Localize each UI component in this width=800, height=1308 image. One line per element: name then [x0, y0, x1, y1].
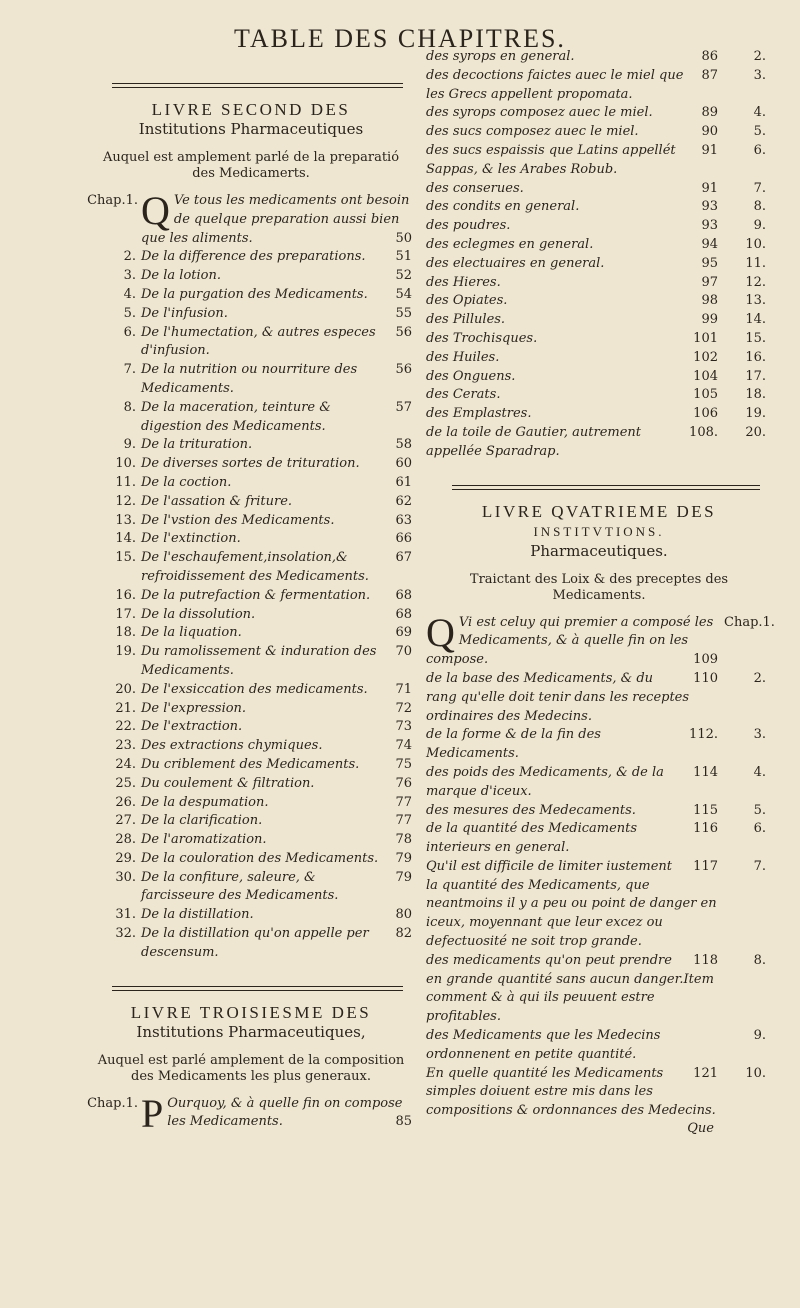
ornamental-rule — [86, 983, 416, 993]
chapter-title: des electuaires en general. — [426, 255, 605, 271]
chapter-title: des eclegmes en general. — [426, 236, 594, 252]
page-header: TABLE DES CHAPITRES. — [234, 24, 566, 53]
chapter-page: 114 — [693, 764, 718, 780]
chapter-entry — [424, 368, 774, 387]
chapter-number: 20. — [115, 681, 136, 697]
chapter-entry — [86, 286, 416, 305]
chapter-entry — [424, 311, 774, 330]
chapter-title: De la liquation. — [141, 625, 242, 641]
chapter-entry — [86, 643, 416, 681]
chapter-page: 73 — [395, 719, 412, 735]
chapter-entry — [424, 67, 774, 105]
chapter-number: 29. — [115, 850, 136, 866]
chapter-page: 71 — [395, 681, 412, 697]
chapter-title: De l'vstion des Medicaments. — [141, 512, 335, 528]
chapter-entry — [424, 142, 774, 180]
chapter-number: 30. — [115, 869, 136, 885]
chapter-number: 6. — [753, 821, 766, 837]
chapter-number: 19. — [115, 644, 136, 660]
chapter-number: 8. — [753, 952, 766, 968]
chapter-entry — [86, 530, 416, 549]
chapter-page: 58 — [395, 437, 412, 453]
chapter-title: des Onguens. — [426, 368, 516, 384]
chapter-page: 63 — [395, 512, 412, 528]
chapter-page: 93 — [701, 218, 718, 234]
chapter-number: 2. — [123, 249, 136, 265]
chapter-entry — [424, 424, 774, 462]
chapter-number: 3. — [123, 268, 136, 284]
chapter-page: 95 — [701, 255, 718, 271]
chapter-page: 77 — [395, 813, 412, 829]
chapter-page: 78 — [395, 832, 412, 848]
chapter-number: 17. — [745, 368, 766, 384]
chapter-title: De la distillation. — [141, 907, 254, 923]
chapter-page: 118 — [693, 952, 718, 968]
chapter-title: de la forme & de la fin des Medicaments. — [426, 727, 601, 762]
chapter-page: 79 — [395, 869, 412, 885]
chapter-entry — [86, 850, 416, 869]
chapter-title: des Opiates. — [426, 293, 508, 309]
chapter-number: 7. — [753, 858, 766, 874]
chapter-title: des Pillules. — [426, 312, 506, 328]
chapter-title: De l'extinction. — [141, 531, 241, 547]
chapter-number: 21. — [115, 700, 136, 716]
chapter-entry — [424, 123, 774, 142]
chapter-number: 10. — [115, 456, 136, 472]
chapter-page: 66 — [395, 531, 412, 547]
chapter-entry — [86, 549, 416, 587]
chapter-number: 5. — [753, 124, 766, 140]
chapter-page: 108. — [689, 424, 718, 440]
chapter-entry — [424, 330, 774, 349]
chapter-entry — [424, 1027, 774, 1065]
chapter-title: des conserues. — [426, 180, 524, 196]
chapter-entry — [424, 274, 774, 293]
chapter-entry — [86, 869, 416, 907]
chapter-page: 90 — [701, 124, 718, 140]
chapter-page: 102 — [693, 349, 718, 365]
chapter-title: des Huiles. — [426, 349, 500, 365]
chapter-title: des poids des Medicaments, & de la marque d'iceux. — [426, 764, 664, 799]
chapter-title: Du ramolissement & induration des Medicaments. — [141, 644, 377, 678]
chapter-entry — [86, 436, 416, 455]
chapter-page: 50 — [395, 230, 412, 246]
chapter-title: De la despumation. — [141, 794, 269, 810]
chapter-number: 32. — [115, 926, 136, 942]
book2-subtitle: Institutions Pharmaceutiques — [138, 120, 364, 138]
chapter-entry — [424, 292, 774, 311]
chapter-number: 23. — [115, 738, 136, 754]
ornamental-rule — [86, 80, 416, 90]
chapter-number: 8. — [123, 399, 136, 415]
chapter-number: 9. — [753, 1028, 766, 1044]
chapter-number: 16. — [115, 587, 136, 603]
left-column — [86, 72, 416, 1136]
chapter-page: 60 — [395, 456, 412, 472]
chapter-title: En quelle quantité les Medicaments simples doiuent estre mis dans les compositions & ordonnances des Medecins. — [426, 1065, 716, 1119]
chapter-title: De la dissolution. — [141, 606, 256, 622]
chapter-label: Chap.1. — [87, 193, 138, 208]
chapter-page: 106 — [693, 406, 718, 422]
chapter-title: De diverses sortes de trituration. — [141, 456, 360, 472]
chapter-entry — [86, 324, 416, 362]
chapter-title: De l'infusion. — [141, 305, 228, 321]
chapter-title: De la distillation qu'on appelle per descensum. — [141, 926, 369, 960]
chapter-title: des Emplastres. — [426, 406, 532, 422]
chapter-title: De la putrefaction & fermentation. — [141, 587, 371, 603]
chapter-number: 25. — [115, 775, 136, 791]
drop-cap: Q — [426, 609, 455, 655]
chapter-number: 15. — [115, 550, 136, 566]
chapter-title: des Cerats. — [426, 387, 501, 403]
chapter-title: Ourquoy, & à quelle fin on compose les Medicaments. — [167, 1095, 403, 1130]
chapter-entry — [424, 180, 774, 199]
chapter-number: 11. — [745, 255, 766, 271]
right-column — [424, 48, 774, 1136]
chapter-number: 27. — [115, 813, 136, 829]
chapter-title: de la base des Medicaments, & du rang qu'elle doit tenir dans les receptes ordinaires des Medecins. — [426, 670, 690, 724]
book3-chapter-list — [424, 48, 774, 462]
chapter-page: 86 — [701, 49, 718, 64]
chapter-page: 117 — [693, 858, 718, 874]
chapter-page: 68 — [395, 606, 412, 622]
chapter-title: des Trochisques. — [426, 330, 538, 346]
chapter-page: 93 — [701, 199, 718, 215]
chapter-entry — [424, 217, 774, 236]
chapter-number: 18. — [745, 387, 766, 403]
chapter-entry — [424, 104, 774, 123]
drop-cap: P — [141, 1090, 164, 1136]
chapter-number: 7. — [123, 362, 136, 378]
chapter-title: des medicaments qu'on peut prendre en grande quantité sans aucun danger.Item comment & à qui ils peuuent estre profitables. — [426, 952, 714, 1025]
chapter-number: 9. — [123, 437, 136, 453]
chapter-number: 17. — [115, 606, 136, 622]
chapter-page: 69 — [395, 625, 412, 641]
chapter-page: 89 — [701, 105, 718, 121]
catchword: Que — [687, 1121, 714, 1137]
ornamental-rule — [424, 482, 774, 492]
chapter-title: De l'assation & friture. — [141, 493, 293, 509]
chapter-title: de la quantité des Medicaments interieurs en general. — [426, 821, 638, 856]
chapter-page: 56 — [395, 324, 412, 340]
chapter-entry — [86, 455, 416, 474]
chapter-page: 91 — [701, 180, 718, 196]
chapter-number: 2. — [753, 49, 766, 64]
chapter-page: 72 — [395, 700, 412, 716]
chapter-number: 12. — [115, 493, 136, 509]
chapter-number: 14. — [745, 312, 766, 328]
chapter-number: 3. — [753, 67, 766, 83]
chapter-title: De la purgation des Medicaments. — [141, 286, 368, 302]
chapter-page: 52 — [395, 268, 412, 284]
chapter-number: 10. — [745, 236, 766, 252]
chapter-title: De l'extraction. — [141, 719, 243, 735]
chapter-page: 75 — [395, 756, 412, 772]
chapter-page: 68 — [395, 587, 412, 603]
chapter-page: 109 — [693, 652, 718, 668]
chapter-page: 116 — [693, 821, 718, 837]
chapter-entry — [424, 48, 774, 67]
chapter-number: 24. — [115, 756, 136, 772]
drop-cap: Q — [141, 188, 170, 233]
chapter-page: 76 — [395, 775, 412, 791]
chapter-title: des Hieres. — [426, 274, 501, 290]
chapter-number: 6. — [123, 324, 136, 340]
chapter-number: 11. — [115, 474, 136, 490]
chapter-entry — [424, 349, 774, 368]
chapter-entry — [424, 386, 774, 405]
chapter-title: De la coction. — [141, 474, 232, 490]
chapter-page: 85 — [395, 1114, 412, 1130]
chapter-page: 94 — [701, 236, 718, 252]
chapter-entry — [86, 248, 416, 267]
chapter-page: 105 — [693, 387, 718, 403]
chapter-entry — [86, 361, 416, 399]
book2-chapter-list — [86, 248, 416, 962]
chapter-title: des Medicaments que les Medecins ordonnenent en petite quantité. — [426, 1028, 661, 1062]
chapter-label: Chap.1. — [724, 614, 775, 630]
chapter-number: 31. — [115, 907, 136, 923]
chapter-entry — [86, 681, 416, 700]
chapter-page: 97 — [701, 274, 718, 290]
chapter-entry — [86, 399, 416, 437]
chapter-entry — [86, 305, 416, 324]
chapter-entry — [424, 820, 774, 858]
chapter-entry — [424, 764, 774, 802]
chapter-entry — [424, 236, 774, 255]
chapter-number: 5. — [123, 305, 136, 321]
chapter-title: Ve tous les medicaments ont besoin de quelque preparation aussi bien que les aliments. — [141, 193, 410, 246]
chapter-entry — [424, 670, 774, 726]
book4-title: LIVRE QVATRIEME DES — [481, 501, 717, 521]
chapter-entry — [86, 474, 416, 493]
chapter-page: 110 — [693, 670, 718, 686]
chapter-entry — [424, 255, 774, 274]
chapter-title: des sucs espaissis que Latins appellét Sappas, & les Arabes Robub. — [426, 142, 676, 177]
chapter-entry — [86, 812, 416, 831]
chapter-number: 7. — [753, 180, 766, 196]
chapter-title: De l'exsiccation des medicaments. — [141, 681, 368, 697]
chapter-number: 10. — [745, 1065, 766, 1081]
chapter-number: 4. — [753, 764, 766, 780]
chapter-page: 82 — [395, 926, 412, 942]
chapter-entry — [86, 775, 416, 794]
chapter-entry — [86, 267, 416, 286]
chapter-entry — [86, 756, 416, 775]
chapter-page: 115 — [693, 802, 718, 818]
book4-subtitle: Pharmaceutiques. — [530, 541, 668, 560]
book3-chapter-1 — [86, 1090, 416, 1136]
chapter-title: des sucs composez auec le miel. — [426, 124, 639, 140]
chapter-entry — [86, 512, 416, 531]
chapter-number: 18. — [115, 625, 136, 641]
chapter-page: 104 — [693, 368, 718, 384]
chapter-title: De l'expression. — [141, 700, 247, 716]
chapter-entry — [424, 198, 774, 217]
chapter-number: 20. — [745, 424, 766, 440]
chapter-number: 22. — [115, 719, 136, 735]
chapter-number: 3. — [753, 727, 766, 743]
chapter-entry — [86, 925, 416, 963]
chapter-entry — [86, 493, 416, 512]
chapter-page: 98 — [701, 293, 718, 309]
chapter-entry — [86, 794, 416, 813]
chapter-page: 91 — [701, 142, 718, 158]
chapter-title: Du criblement des Medicaments. — [141, 756, 360, 772]
chapter-title: De la maceration, teinture & digestion des Medicaments. — [141, 399, 331, 434]
chapter-number: 16. — [745, 349, 766, 365]
chapter-entry — [424, 726, 774, 764]
chapter-number: 15. — [745, 330, 766, 346]
chapter-entry — [424, 952, 774, 1027]
chapter-entry — [86, 624, 416, 643]
chapter-title: Vi est celuy qui premier a composé les Medicaments, & à quelle fin on les compose. — [426, 614, 714, 668]
chapter-page: 56 — [395, 362, 412, 378]
book2-chapter-1 — [86, 188, 416, 248]
chapter-number: 5. — [753, 802, 766, 818]
chapter-page: 80 — [395, 907, 412, 923]
chapter-page: 99 — [701, 312, 718, 328]
chapter-page: 101 — [693, 330, 718, 346]
chapter-title: De la couloration des Medicaments. — [141, 850, 379, 866]
chapter-title: De la lotion. — [141, 268, 221, 284]
chapter-number: 9. — [753, 218, 766, 234]
chapter-number: 8. — [753, 199, 766, 215]
book4-chapter-list — [424, 670, 774, 1121]
chapter-page: 61 — [395, 474, 412, 490]
chapter-title: De la confiture, saleure, & farcisseure des Medicaments. — [141, 869, 339, 904]
chapter-entry — [86, 906, 416, 925]
chapter-page: 51 — [395, 249, 412, 265]
chapter-page: 62 — [395, 493, 412, 509]
chapter-entry — [86, 718, 416, 737]
chapter-title: De la nutrition ou nourriture des Medicaments. — [141, 362, 358, 396]
chapter-number: 19. — [745, 406, 766, 422]
chapter-number: 12. — [745, 274, 766, 290]
chapter-entry — [86, 587, 416, 606]
book2-description: Auquel est amplement parlé de la preparatió des Medicamerts. — [102, 150, 400, 181]
book4-chapter-1 — [424, 609, 775, 670]
chapter-title: De la clarification. — [141, 813, 263, 829]
chapter-number: 14. — [115, 531, 136, 547]
chapter-page: 70 — [395, 644, 412, 660]
chapter-page: 79 — [395, 850, 412, 866]
chapter-number: 28. — [115, 832, 136, 848]
chapter-page: 67 — [395, 550, 412, 566]
chapter-title: De l'humectation, & autres especes d'infusion. — [141, 324, 376, 359]
chapter-entry — [424, 858, 774, 952]
chapter-title: des decoctions faictes auec le miel que les Grecs appellent propomata. — [426, 67, 684, 102]
chapter-title: Du coulement & filtration. — [141, 775, 315, 791]
chapter-number: 4. — [753, 105, 766, 121]
chapter-title: des syrops en general. — [426, 49, 575, 64]
chapter-page: 121 — [693, 1065, 718, 1081]
chapter-title: De l'eschaufement,insolation,& refroidissement des Medicaments. — [141, 550, 369, 584]
chapter-number: 13. — [745, 293, 766, 309]
chapter-title: De l'aromatization. — [141, 832, 267, 848]
chapter-title: des condits en general. — [426, 199, 580, 215]
chapter-entry — [86, 737, 416, 756]
chapter-entry — [86, 606, 416, 625]
chapter-title: de la toile de Gautier, autrement appellée Sparadrap. — [426, 424, 642, 459]
chapter-title: Des extractions chymiques. — [141, 738, 323, 754]
chapter-number: 13. — [115, 512, 136, 528]
chapter-page: 87 — [701, 67, 718, 83]
book4-description: Traictant des Loix & des preceptes des Medicaments. — [469, 571, 729, 603]
chapter-number: 26. — [115, 794, 136, 810]
book3-description: Auquel est parlé amplement de la composition des Medicaments les plus generaux. — [97, 1052, 405, 1084]
book2-title: LIVRE SECOND DES — [151, 100, 351, 119]
book3-subtitle: Institutions Pharmaceutiques, — [136, 1022, 366, 1041]
chapter-page: 112. — [689, 727, 718, 743]
chapter-title: des mesures des Medecaments. — [426, 802, 636, 818]
chapter-entry — [424, 802, 774, 821]
chapter-number: 6. — [753, 142, 766, 158]
chapter-title: des poudres. — [426, 218, 511, 234]
book4-title-line2: INSTITVTIONS. — [533, 523, 665, 539]
chapter-page: 55 — [395, 305, 412, 321]
chapter-entry — [424, 405, 774, 424]
chapter-page: 74 — [395, 738, 412, 754]
chapter-title: De la trituration. — [141, 437, 253, 453]
chapter-title: des syrops composez auec le miel. — [426, 105, 653, 121]
chapter-entry — [86, 831, 416, 850]
chapter-page: 54 — [395, 286, 412, 302]
chapter-page: 57 — [395, 399, 412, 415]
chapter-title: De la difference des preparations. — [141, 249, 366, 265]
chapter-entry — [86, 700, 416, 719]
chapter-number: 2. — [753, 670, 766, 686]
chapter-entry — [424, 1065, 774, 1121]
chapter-label: Chap.1. — [87, 1095, 138, 1111]
book3-title: LIVRE TROISIESME DES — [130, 1002, 372, 1022]
chapter-title: Qu'il est difficile de limiter iustement la quantité des Medicaments, que neantmoins il y a peu ou point de danger en iceux, moyennant que leur excez ou defectuosité ne soit trop grande. — [426, 858, 717, 950]
chapter-number: 4. — [123, 286, 136, 302]
chapter-page: 77 — [395, 794, 412, 810]
